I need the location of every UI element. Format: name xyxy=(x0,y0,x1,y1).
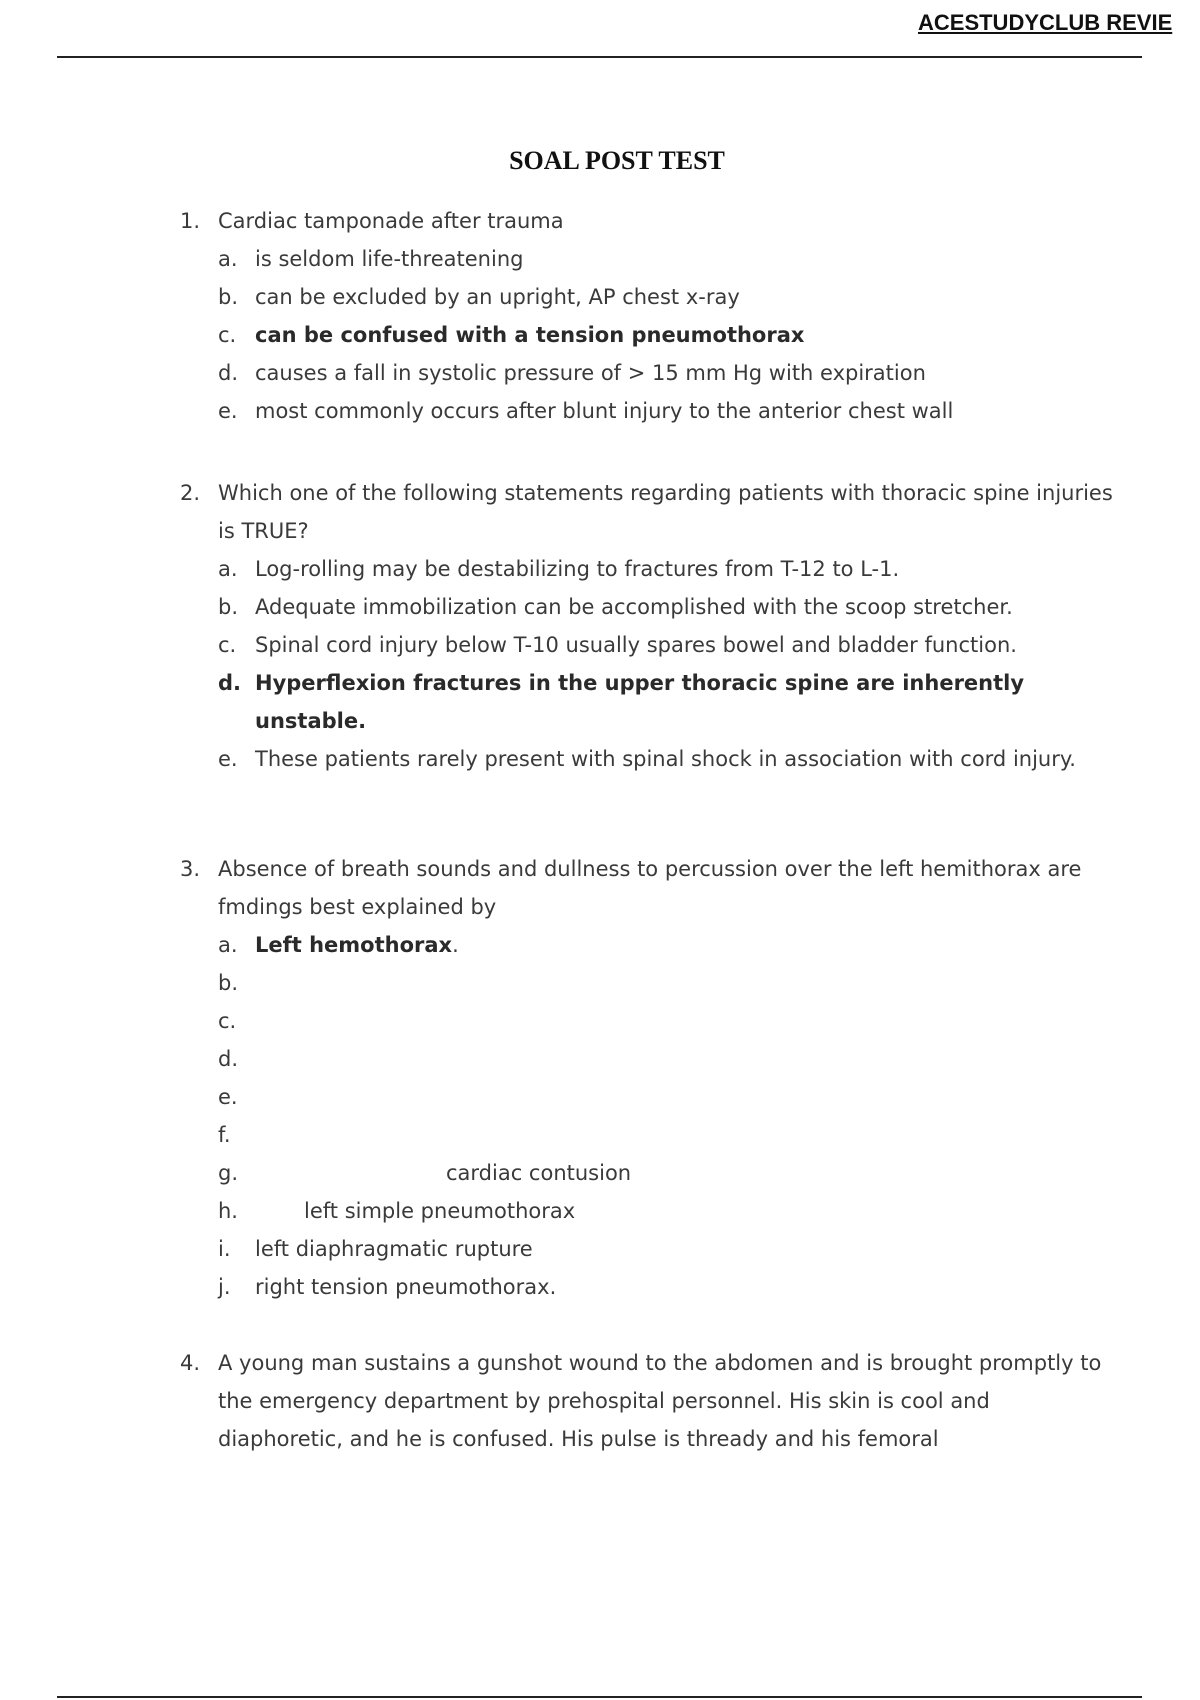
option-text: right tension pneumothorax. xyxy=(255,1275,557,1299)
question-3 xyxy=(180,850,1120,1306)
option-letter: b. xyxy=(218,971,239,995)
option-letter: a. xyxy=(218,557,238,581)
option-2d xyxy=(218,664,1120,740)
question-text: Absence of breath sounds and dullness to percussion over the left hemithorax are fmdings best explained by xyxy=(218,857,1082,919)
correct-answer-text: Left hemothorax xyxy=(255,933,453,957)
option-letter: c. xyxy=(218,633,237,657)
option-letter: c. xyxy=(218,323,237,347)
option-text: causes a fall in systolic pressure of > 15 mm Hg with expiration xyxy=(255,361,926,385)
option-letter: b. xyxy=(218,285,239,309)
option-letter: b. xyxy=(218,595,239,619)
option-text: cardiac contusion xyxy=(446,1161,632,1185)
correct-answer-text: can be confused with a tension pneumothorax xyxy=(255,323,805,347)
option-letter: c. xyxy=(218,1009,237,1033)
option-text: most commonly occurs after blunt injury to the anterior chest wall xyxy=(255,399,954,423)
option-suffix: . xyxy=(452,933,459,957)
option-letter: i. xyxy=(218,1237,231,1261)
header-title: ACESTUDYCLUB REVIE xyxy=(918,10,1173,35)
question-2 xyxy=(180,474,1120,778)
footer-divider xyxy=(57,1696,1142,1698)
option-3b xyxy=(218,964,1120,1002)
option-3h xyxy=(218,1192,1120,1230)
question-text: A young man sustains a gunshot wound to the abdomen and is brought promptly to the emergency department by prehospital personnel. His skin is cool and diaphoretic, and he is confused. His pulse is thready and his femoral xyxy=(218,1351,1102,1451)
option-2a xyxy=(218,550,1120,588)
option-letter: g. xyxy=(218,1161,239,1185)
option-text: Spinal cord injury below T-10 usually spares bowel and bladder function. xyxy=(255,633,1017,657)
option-letter: j. xyxy=(218,1275,231,1299)
option-2b xyxy=(218,588,1120,626)
option-letter: a. xyxy=(218,933,238,957)
option-letter: e. xyxy=(218,747,238,771)
option-2c xyxy=(218,626,1120,664)
option-3c xyxy=(218,1002,1120,1040)
option-text: can be excluded by an upright, AP chest x-ray xyxy=(255,285,740,309)
option-3g xyxy=(218,1154,1120,1192)
option-text: These patients rarely present with spinal shock in association with cord injury. xyxy=(255,747,1076,771)
option-3f xyxy=(218,1116,1120,1154)
option-letter: f. xyxy=(218,1123,231,1147)
question-4 xyxy=(180,1344,1120,1458)
option-text: Log-rolling may be destabilizing to fractures from T-12 to L-1. xyxy=(255,557,900,581)
option-3j xyxy=(218,1268,1120,1306)
option-letter: d. xyxy=(218,361,239,385)
option-letter: d. xyxy=(218,1047,239,1071)
option-letter: e. xyxy=(218,399,238,423)
question-text: Which one of the following statements regarding patients with thoracic spine injuries is TRUE? xyxy=(218,481,1113,543)
header-divider xyxy=(57,56,1142,58)
question-number: 2. xyxy=(180,481,201,505)
option-text: Adequate immobilization can be accomplished with the scoop stretcher. xyxy=(255,595,1013,619)
option-1d xyxy=(218,354,1120,392)
option-3e xyxy=(218,1078,1120,1116)
option-text: left diaphragmatic rupture xyxy=(255,1237,533,1261)
correct-answer-text: Hyperflexion fractures in the upper thoracic spine are inherently unstable. xyxy=(255,671,1025,733)
option-2e xyxy=(218,740,1120,778)
question-1 xyxy=(180,202,1120,430)
option-text: is seldom life-threatening xyxy=(255,247,524,271)
question-text: Cardiac tamponade after trauma xyxy=(218,209,564,233)
option-letter: a. xyxy=(218,247,238,271)
option-1e xyxy=(218,392,1120,430)
question-number: 4. xyxy=(180,1351,201,1375)
option-3a xyxy=(218,926,1120,964)
question-number: 3. xyxy=(180,857,201,881)
option-1a xyxy=(218,240,1120,278)
option-1c xyxy=(218,316,1120,354)
option-letter: h. xyxy=(218,1199,238,1223)
option-text: left simple pneumothorax xyxy=(304,1199,576,1223)
option-1b xyxy=(218,278,1120,316)
option-letter: e. xyxy=(218,1085,238,1109)
option-3i xyxy=(218,1230,1120,1268)
question-number: 1. xyxy=(180,209,201,233)
option-letter: d. xyxy=(218,671,242,695)
option-3d xyxy=(218,1040,1120,1078)
page-title: SOAL POST TEST xyxy=(509,146,725,175)
